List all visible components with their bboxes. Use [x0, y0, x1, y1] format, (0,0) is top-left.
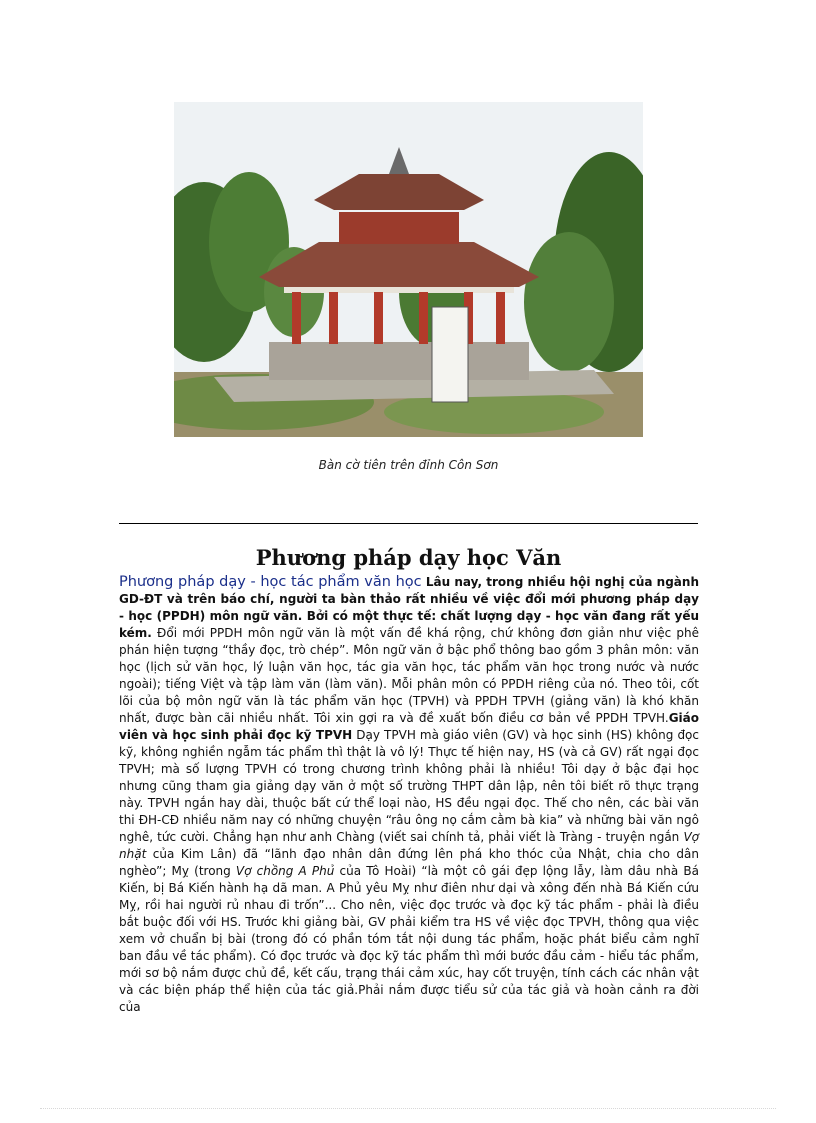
article-title: Phương pháp dạy học Văn	[255, 545, 562, 570]
article-paragraph-1: Đổi mới PPDH môn ngữ văn là một vấn đề khá rộng, chứ không đơn giản như việc phê phán hiện tượng “thầy đọc, trò chép”. Môn ngữ văn ở bậc phổ thông bao gồm 3 phân môn: văn học (lịch sử văn học, lý luận văn học, tác gia văn học, tác phẩm văn học trong nước và nước ngoài); tiếng Việt và tập làm văn (làm văn). Mỗi phân môn có PPDH riêng của nó. Theo tôi, cốt lõi của bộ môn ngữ văn là tác phẩm văn học (TPVH) và PPDH TPVH (giảng văn) là khó khăn nhất, được bàn cãi nhiều nhất. Tôi xin gợi ra và đề xuất bốn điều cơ bản về PPDH TPVH.	[119, 626, 699, 725]
work-title-vo-nhat: Vợ nhặt	[119, 830, 699, 861]
article-intro-bold: Lâu nay, trong nhiều hội nghị của ngành GD-ĐT và trên báo chí, người ta bàn thảo rất nhiều về việc đổi mới phương pháp dạy - học (PPDH) môn ngữ văn. Bởi có một thực tế: chất lượng dạy - học văn đang rất yếu kém.	[119, 575, 699, 640]
photo-caption: Bàn cờ tiên trên đỉnh Côn Sơn	[318, 458, 499, 472]
horizontal-rule	[119, 523, 698, 524]
work-title-vo-chong-a-phu: Vợ chồng A Phủ	[235, 864, 335, 878]
article-paragraph-2b: của Kim Lân) đã “lãnh đạo nhân dân đứng lên phá kho thóc của Nhật, chia cho dân nghèo”; Mỵ (trong	[119, 847, 699, 878]
page-footer-line	[40, 1108, 776, 1109]
section-heading-read-carefully: Giáo viên và học sinh phải đọc kỹ TPVH	[119, 711, 699, 742]
article-paragraph-2a: Dạy TPVH mà giáo viên (GV) và học sinh (HS) không đọc kỹ, không nghiền ngẫm tác phẩm thì thật là vô lý! Thực tế hiện nay, HS (và cả GV) rất ngại đọc TPVH; mà số lượng TPVH có trong chương trình không phải là nhiều! Tôi dạy ở bậc đại học nhưng cũng tham gia giảng dạy văn ở một số trường THPT dân lập, nên tôi biết rõ thực trạng này. TPVH ngắn hay dài, thuộc bất cứ thể loại nào, HS đều ngại đọc. Thế cho nên, các bài văn thi ĐH-CĐ nhiều năm nay có những chuyện “râu ông nọ cắm cằm bà kia” và những bài văn ngô nghê, tức cười. Chẳng hạn như anh Chàng (viết sai chính tả, phải viết là Tràng - truyện ngắn	[119, 728, 699, 844]
article-body	[119, 574, 699, 1016]
article-lead: Phương pháp dạy - học tác phẩm văn học	[119, 574, 422, 590]
pagoda-photo	[174, 102, 643, 437]
article-paragraph-2c: của Tô Hoài) “là một cô gái đẹp lộng lẫy, làm dâu nhà Bá Kiến, bị Bá Kiến hành hạ dã man. A Phủ yêu Mỵ như điên như dại và xông đến nhà Bá Kiến cứu Mỵ, rồi hai người rủ nhau đi trốn”... Cho nên, việc đọc trước và đọc kỹ tác phẩm - phải là điều bắt buộc đối với HS. Trước khi giảng bài, GV phải kiểm tra HS về việc đọc TPVH, thông qua việc xem vở chuẩn bị bài (trong đó có phần tóm tắt nội dung tác phẩm, hoặc phát biểu cảm nghĩ ban đầu về tác phẩm). Có đọc trước và đọc kỹ tác phẩm thì mới bước đầu cảm - hiểu tác phẩm, mới sơ bộ nắm được chủ đề, kết cấu, trạng thái cảm xúc, hay cốt truyện, tính cách các nhân vật và các biện pháp thể hiện của tác giả.Phải nắm được tiểu sử của tác giả và hoàn cảnh ra đời của	[119, 864, 699, 1014]
